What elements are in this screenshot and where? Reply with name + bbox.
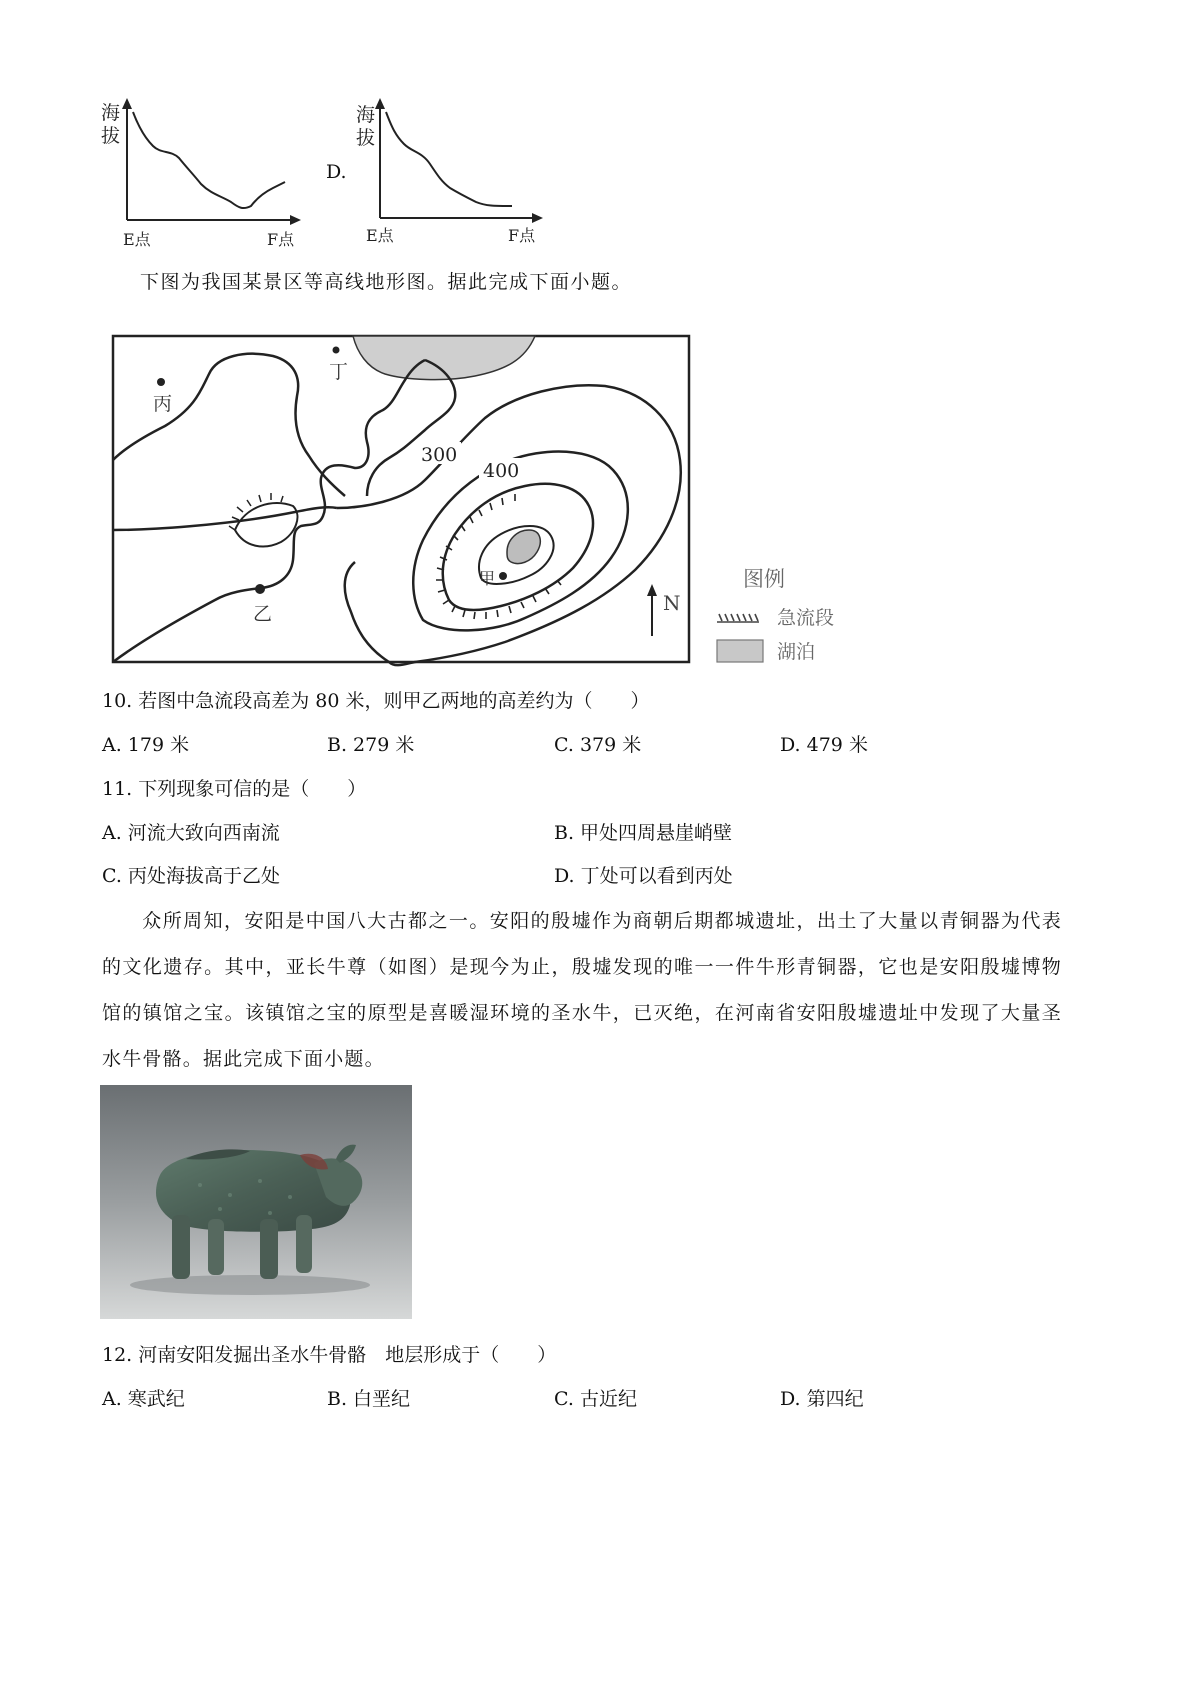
contour-label-400: 400 [483, 460, 520, 482]
q12-option-a[interactable]: A. 寒武纪 [102, 1388, 185, 1410]
point-yi: 乙 [253, 603, 273, 625]
q11-option-b[interactable]: B. 甲处四周悬崖峭壁 [554, 822, 733, 844]
intro-text-map: 下图为我国某景区等高线地形图。据此完成下面小题。 [140, 271, 633, 293]
point-jia: 甲 [479, 569, 496, 588]
q10-option-a[interactable]: A. 179 米 [102, 734, 190, 756]
q10-option-c[interactable]: C. 379 米 [554, 734, 642, 756]
north-label: N [663, 591, 681, 615]
q11-stem: 11. 下列现象可信的是（ ） [102, 778, 367, 800]
option-d-letter: D. [326, 161, 347, 183]
q10-option-b[interactable]: B. 279 米 [327, 734, 415, 756]
profile-left-x-start: E点 [123, 230, 151, 249]
profile-right-y-label-2: 拔 [356, 127, 376, 149]
profile-chart-left [95, 98, 310, 258]
q11-option-a[interactable]: A. 河流大致向西南流 [102, 822, 280, 844]
q12-option-b[interactable]: B. 白垩纪 [327, 1388, 411, 1410]
point-bing: 丙 [153, 393, 173, 415]
profile-left-x-end: F点 [267, 230, 295, 249]
profile-right-x-end: F点 [508, 226, 536, 245]
anyang-paragraph-text: 众所周知，安阳是中国八大古都之一。安阳的殷墟作为商朝后期都城遗址，出土了大量以青铜器为代表的文化遗存。其中，亚长牛尊（如图）是现今为止，殷墟发现的唯一一件牛形青铜器，它也是安阳殷墟博物馆的镇馆之宝。该镇馆之宝的原型是喜暖湿环境的圣水牛，已灭绝，在河南省安阳殷墟遗址中发现了大量圣水牛骨骼。据此完成下面小题。 [102, 910, 1062, 1070]
point-ding: 丁 [329, 361, 349, 383]
q11-option-d[interactable]: D. 丁处可以看到丙处 [554, 865, 733, 887]
profile-right-x-start: E点 [366, 226, 394, 245]
bronze-ox-zun-photo [100, 1085, 412, 1319]
legend-rapids: 急流段 [777, 607, 835, 629]
q11-option-c[interactable]: C. 丙处海拔高于乙处 [102, 865, 280, 887]
q12-option-d[interactable]: D. 第四纪 [780, 1388, 864, 1410]
q12-option-c[interactable]: C. 古近纪 [554, 1388, 637, 1410]
q10-stem: 10. 若图中急流段高差为 80 米，则甲乙两地的高差约为（ ） [102, 690, 650, 712]
legend-title: 图例 [743, 567, 785, 591]
profile-right-y-label-1: 海 [356, 104, 376, 126]
q12-stem: 12. 河南安阳发掘出圣水牛骨骼 地层形成于（ ） [102, 1344, 557, 1366]
legend-lake: 湖泊 [777, 641, 816, 663]
contour-map [105, 330, 865, 675]
anyang-paragraph [102, 898, 1062, 1082]
contour-label-300: 300 [421, 444, 458, 466]
legend-lake-swatch [717, 640, 763, 662]
profile-left-y-label-2: 拔 [101, 125, 121, 147]
profile-left-y-label-1: 海 [101, 102, 121, 124]
q10-option-d[interactable]: D. 479 米 [780, 734, 868, 756]
profile-chart-right [352, 98, 552, 258]
